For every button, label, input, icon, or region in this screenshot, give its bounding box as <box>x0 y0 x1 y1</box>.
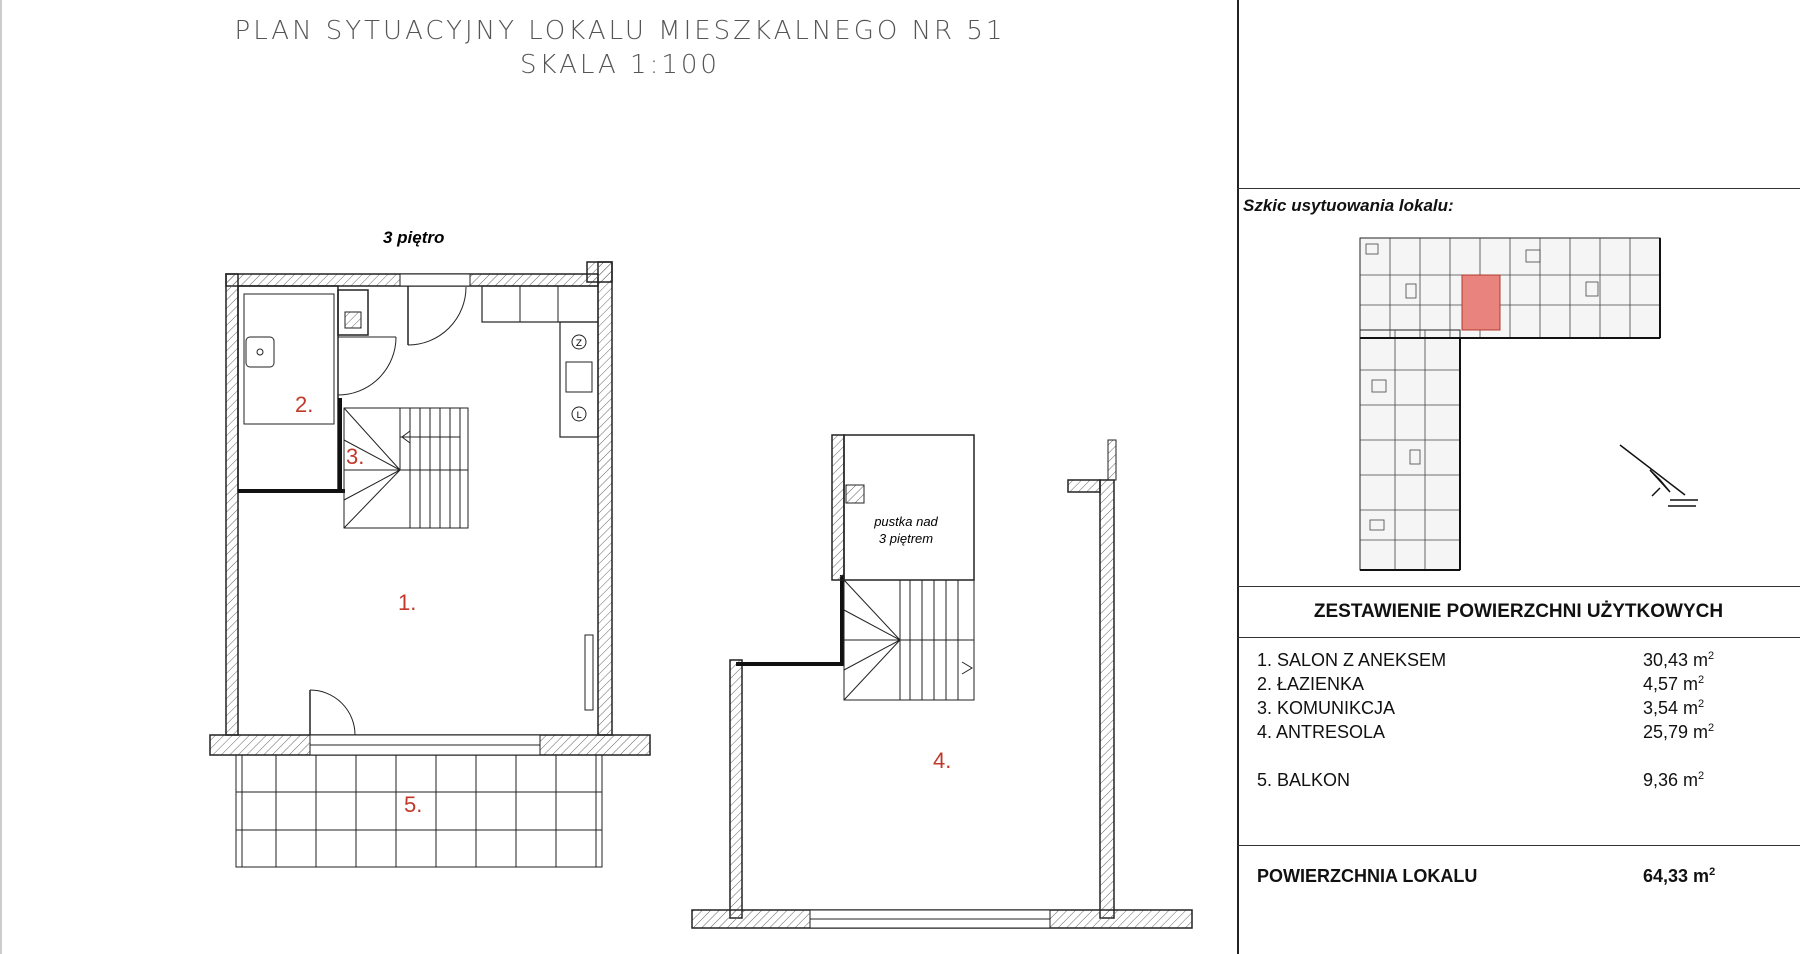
summary-title: ZESTAWIENIE POWIERZCHNI UŻYTKOWYCH <box>1313 601 1724 622</box>
area-row-value: 30,43 $m^2$ <box>1643 650 1715 670</box>
plan-title: PLAN SYTUACYJNY LOKALU MIESZKALNEGO NR 51 <box>234 16 1006 46</box>
plan-scale: SKALA 1:100 <box>520 50 720 80</box>
void-label-line1: pustka nad <box>874 514 938 529</box>
area-row-label: 1. SALON Z ANEKSEM <box>1257 650 1447 670</box>
room-marker-4: 4. <box>933 748 952 773</box>
area-row-value: 9,36 $m^2$ <box>1643 770 1705 790</box>
panel-divider <box>1237 637 1800 638</box>
room-marker-1: 1. <box>398 590 417 615</box>
apartment-highlight <box>1462 275 1500 330</box>
svg-text:Z: Z <box>575 339 583 349</box>
total-label: POWIERZCHNIA LOKALU <box>1257 866 1478 886</box>
area-row-label: 5. BALKON <box>1257 770 1351 790</box>
area-row-label: 4. ANTRESOLA <box>1257 722 1386 742</box>
panel-divider <box>1237 188 1800 189</box>
svg-text:L: L <box>576 411 582 421</box>
room-marker-2: 2. <box>295 392 314 417</box>
site-sketch <box>1350 230 1730 580</box>
apartment-level-3 <box>210 262 650 867</box>
room-marker-3: 3. <box>346 444 365 469</box>
floor-label: 3 piętro <box>383 228 445 247</box>
panel-divider <box>1237 845 1800 846</box>
area-row-label: 3. KOMUNIKCJA <box>1257 698 1396 718</box>
panel-divider <box>1237 586 1800 587</box>
total-value: 64,33 $m^2$ <box>1643 866 1716 886</box>
area-row-label: 2. ŁAZIENKA <box>1257 674 1365 694</box>
area-row-value: 4,57 $m^2$ <box>1643 674 1705 694</box>
mezzanine-level <box>692 435 1192 928</box>
room-marker-5: 5. <box>404 792 423 817</box>
area-row-value: 25,79 $m^2$ <box>1643 722 1715 742</box>
void-label-line2: 3 piętrem <box>878 531 934 546</box>
sketch-title: Szkic usytuowania lokalu: <box>1243 196 1454 215</box>
area-row-value: 3,54 $m^2$ <box>1643 698 1705 718</box>
